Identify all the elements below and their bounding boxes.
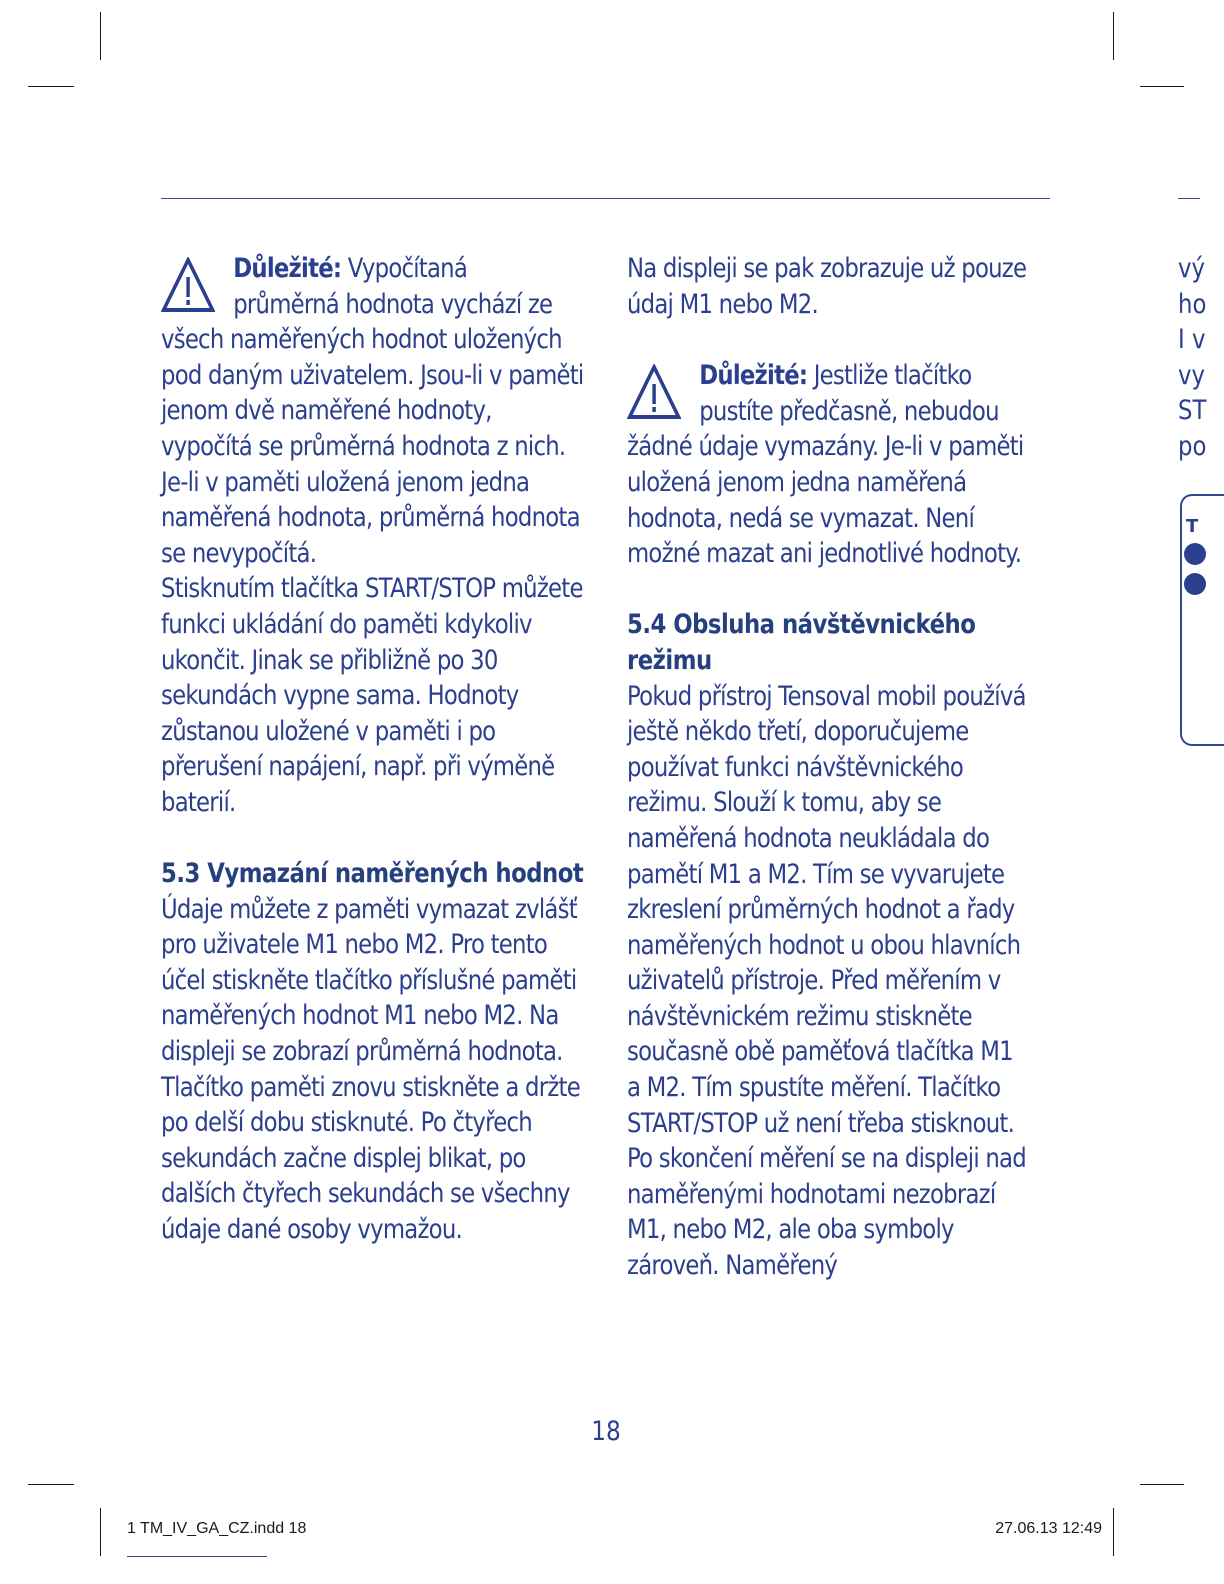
paragraph: Na displeji se pak zobrazuje už pouze údaj M1 nebo M2. [627,253,1027,320]
slug-rule [127,1556,267,1557]
crop-mark [1113,1508,1114,1556]
section-heading-5-4: 5.4 Obsluha návštěvnického režimu [627,609,976,676]
crop-mark [28,86,74,87]
left-column [161,251,587,1248]
warning-triangle-icon [161,257,215,313]
memory-button-icon [1184,543,1206,565]
text-fragment: vý [1178,253,1205,284]
paragraph: Stisknutím tlačítka START/STOP můžete funkci ukládání do paměti kdykoliv ukončit. Jinak se přibližně po 30 sekundách vypne sama. Hodnoty zůstanou uložené v paměti i po přerušení napájení, např. při výměně baterií. [161,573,583,818]
section-heading-5-3: 5.3 Vymazání naměřených hodnot [161,858,584,890]
crop-mark [100,1508,101,1556]
note-label: Důležité: [233,253,342,284]
memory-button-icon [1184,573,1206,595]
text-fragment: vy [1178,359,1205,391]
paragraph: Pokud přístroj Tensoval mobil používá ještě někdo třetí, doporučujeme používat funkci návštěvnického režimu. Slouží k tomu, aby se naměřená hodnota neukládala do pamětí M1 a M2. Tím se vyvarujete zkreslení průměrných hodnot a řady naměřených hodnot u obou hlavních uživatelů přístroje. Před měřením v návštěvnickém režimu stiskněte současně obě paměťová tlačítka M1 a M2. Tím spustíte měření. Tlačítko START/STOP už není třeba stisknout. [627,680,1026,1139]
text-fragment: I v [1178,324,1206,356]
crop-mark [1140,86,1184,87]
slug-timestamp: 27.06.13 12:49 [995,1520,1102,1537]
paragraph: Po skončení měření se na displeji nad naměřenými hodnotami nezobrazí M1, nebo M2, ale oba symboly zároveň. Naměřený [627,1143,1026,1282]
crop-mark [100,12,101,60]
slug-filename: 1 TM_IV_GA_CZ.indd 18 [127,1520,307,1537]
info-box-label: T [1186,516,1199,537]
right-column-fragment [1178,251,1224,471]
page-number: 18 [591,1416,621,1447]
note-text: průměrná hodnota vychází ze všech naměřených hodnot uložených pod daným uživatelem. Jsou-li v paměti jenom dvě naměřené hodnoty, vypočítá se průměrná hodnota z nich. Je-li v paměti uložená jenom jedna naměřená hodnota, průměrná hodnota se nevypočítá. [161,288,584,569]
crop-mark [1140,1484,1184,1485]
crop-mark [28,1484,74,1485]
text-fragment: ST [1178,395,1207,427]
note-first-line: Jestliže tlačítko [813,360,972,392]
warning-triangle-icon [627,364,681,420]
text-fragment: ho [1178,288,1207,320]
top-rule [161,198,1050,199]
text-fragment: po [1178,430,1207,462]
important-note [161,251,587,571]
top-rule-fragment [1178,198,1200,199]
crop-mark [1113,12,1114,60]
paragraph: Údaje můžete z paměti vymazat zvlášť pro uživatele M1 nebo M2. Pro tento účel stiskněte tlačítko příslušné paměti naměřených hodnot M1 nebo M2. Na displeji se zobrazí průměrná hodnota. Tlačítko paměti znovu stiskněte a držte po delší dobu stisknuté. Po čtyřech sekundách začne displej blikat, po dalších čtyřech sekundách se všechny údaje dané osoby vymažou. [161,893,580,1246]
note-text: pustíte předčasně, nebudou žádné údaje vymazány. Je-li v paměti uložená jenom jedna naměřená hodnota, nedá se vymazat. Není možné mazat ani jednotlivé hodnoty. [627,395,1024,570]
note-first-line: Vypočítaná [347,253,468,284]
note-label: Důležité: [699,360,808,392]
important-note [627,358,1031,572]
middle-column [627,251,1031,1284]
